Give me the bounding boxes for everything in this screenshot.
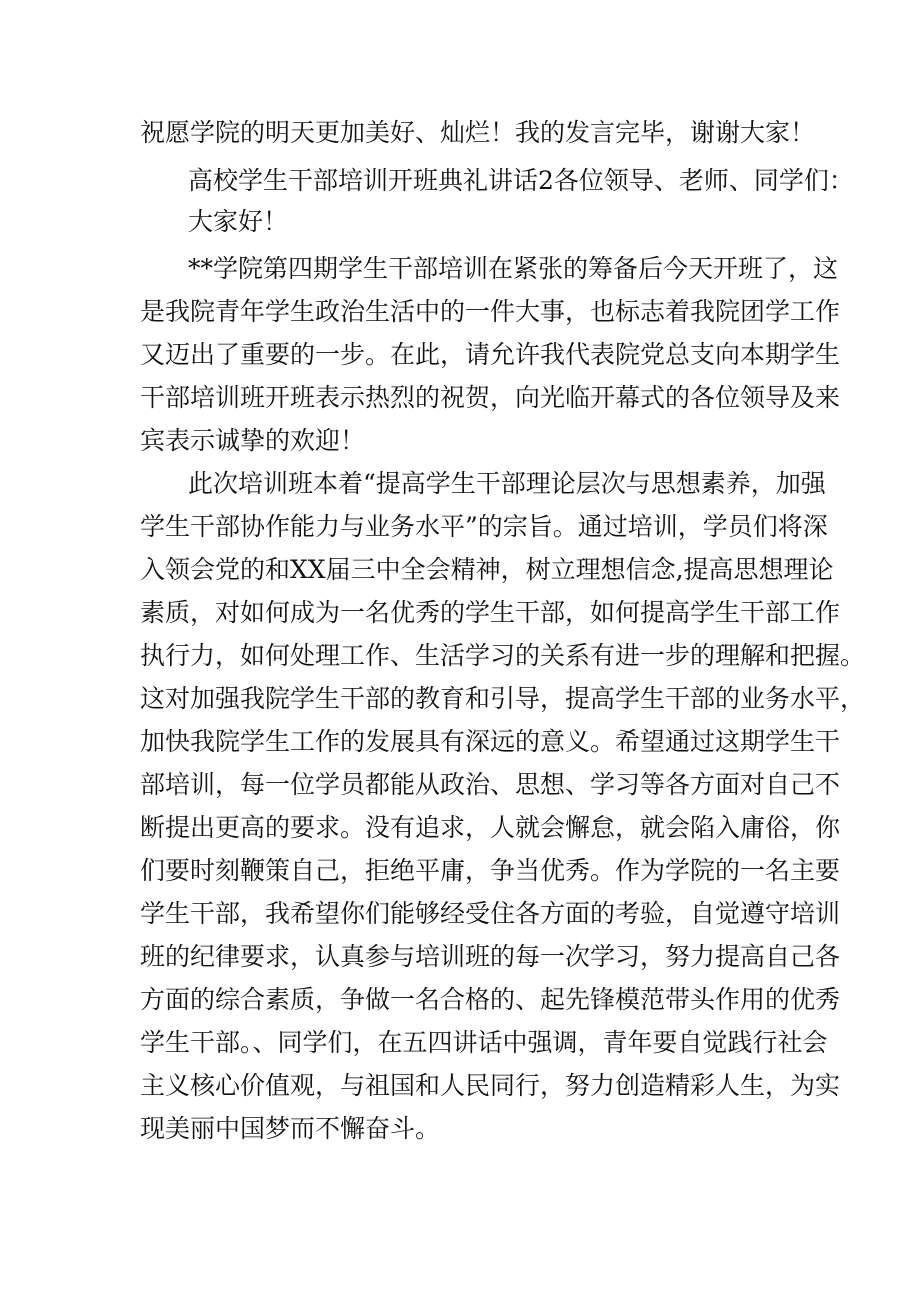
text-line: 此次培训班本着“提高学生干部理论层次与思想素养，加强 [188, 469, 826, 498]
text-line: 高校学生干部培训开班典礼讲话2各位领导、老师、同学们： [188, 166, 854, 195]
text-line: 们要时刻鞭策自己，拒绝平庸，争当优秀。作为学院的一名主要 [140, 856, 841, 885]
text-line: 宾表示诚挚的欢迎！ [140, 426, 366, 455]
text-line: 班的纪律要求，认真参与培训班的每一次学习，努力提高自己各 [140, 942, 841, 971]
text-line: 又迈出了重要的一步。在此，请允许我代表院党总支向本期学生 [140, 340, 841, 369]
text-line: 方面的综合素质，争做一名合格的、起先锋模范带头作用的优秀 [140, 985, 841, 1014]
text-line: 学生干部。、同学们，在五四讲话中强调，青年要自觉践行社会 [140, 1028, 828, 1057]
text-line: 学生干部协作能力与业务水平”的宗旨。通过培训，学员们将深 [140, 512, 828, 541]
text-line: **学院第四期学生干部培训在紧张的筹备后今天开班了，这 [188, 254, 839, 283]
text-line: 学生干部，我希望你们能够经受住各方面的考验，自觉遵守培训 [140, 899, 841, 928]
text-line: 干部培训班开班表示热烈的祝贺，向光临开幕式的各位领导及来 [140, 383, 841, 412]
text-line: 入领会党的和XX届三中全会精神，树立理想信念,提高思想理论 [140, 555, 834, 584]
text-line: 这对加强我院学生干部的教育和引导，提高学生干部的业务水平， [140, 684, 866, 713]
text-line: 加快我院学生工作的发展具有深远的意义。希望通过这期学生干 [140, 727, 841, 756]
text-line: 部培训，每一位学员都能从政治、思想、学习等各方面对自己不 [140, 770, 841, 799]
text-line: 现美丽中国梦而不懈奋斗。 [140, 1114, 441, 1143]
text-line: 是我院青年学生政治生活中的一件大事，也标志着我院团学工作 [140, 297, 841, 326]
text-line: 大家好！ [188, 207, 289, 236]
text-line: 主义核心价值观，与祖国和人民同行，努力创造精彩人生，为实 [140, 1071, 841, 1100]
text-line: 素质，对如何成为一名优秀的学生干部，如何提高学生干部工作 [140, 598, 841, 627]
text-line: 断提出更高的要求。没有追求，人就会懈怠，就会陷入庸俗，你 [140, 813, 841, 842]
text-line: 祝愿学院的明天更加美好、灿烂！我的发言完毕，谢谢大家！ [140, 118, 816, 147]
text-line: 执行力，如何处理工作、生活学习的关系有进一步的理解和把握。 [140, 641, 866, 670]
